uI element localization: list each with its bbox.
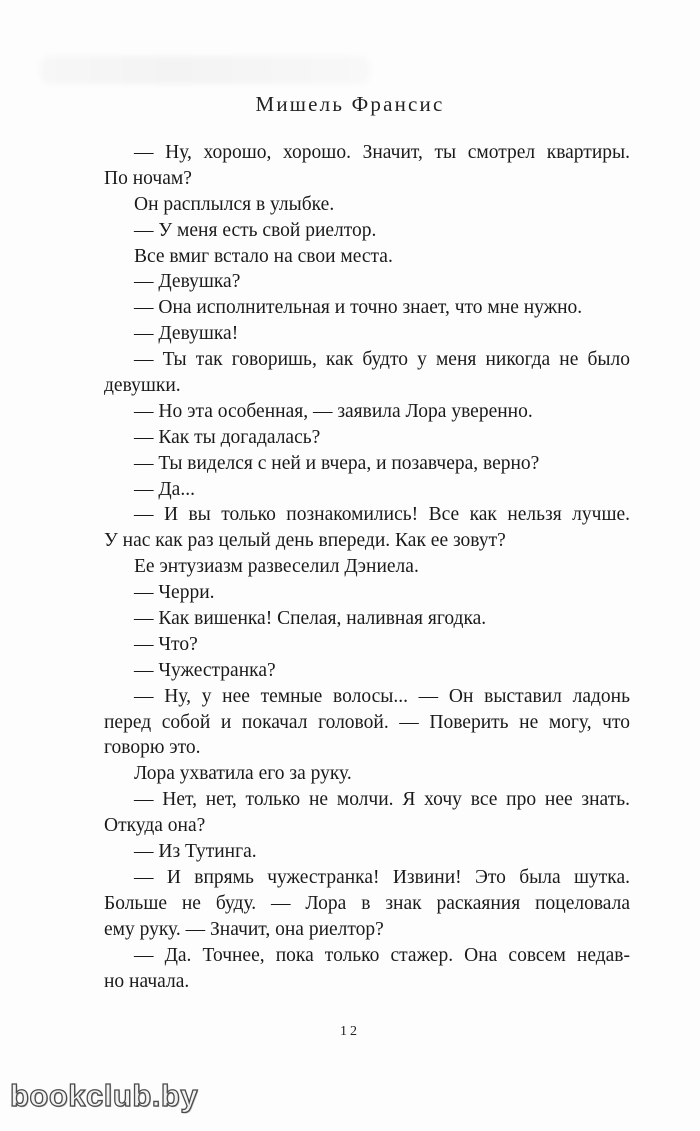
text-line: — У меня есть свой риелтор. bbox=[134, 219, 377, 241]
body-text bbox=[104, 140, 630, 994]
text-line: ему руку. — Значит, она риелтор? bbox=[104, 918, 384, 940]
text-line: Ее энтузиазм развеселил Дэниела. bbox=[134, 556, 419, 578]
text-line: — Ты виделся с ней и вчера, и позавчера, верно? bbox=[134, 452, 540, 474]
text-line: — Девушка? bbox=[134, 271, 241, 293]
text-line: — Она исполнительная и точно знает, что мне нужно. bbox=[134, 297, 583, 319]
text-line: — Как ты догадалась? bbox=[134, 426, 321, 448]
text-line: — И впрямь чужестранка! Извини! Это была шутка. bbox=[134, 866, 630, 888]
text-line: — Что? bbox=[134, 633, 198, 655]
text-line: но начала. bbox=[104, 970, 190, 992]
text-line: — Нет, нет, только не молчи. Я хочу все про нее знать. bbox=[134, 789, 630, 811]
text-line: — Но эта особенная, — заявила Лора уверенно. bbox=[134, 400, 533, 422]
text-line: — И вы только познакомились! Все как нельзя лучше. bbox=[134, 504, 630, 526]
text-line: — Черри. bbox=[134, 582, 215, 604]
text-line: Больше не буду. — Лора в знак раскаяния поцеловала bbox=[104, 892, 630, 914]
text-line: Все вмиг встало на свои места. bbox=[134, 245, 393, 267]
text-line: — Ну, хорошо, хорошо. Значит, ты смотрел квартиры. bbox=[134, 142, 630, 163]
text-line: Лора ухватила его за руку. bbox=[134, 763, 352, 785]
text-line: — Да... bbox=[134, 478, 195, 500]
text-line: По ночам? bbox=[104, 167, 192, 189]
bleed-through-shadow bbox=[40, 56, 370, 84]
page-number: 12 bbox=[340, 1024, 360, 1039]
running-head: Мишель Франсис bbox=[255, 92, 445, 116]
text-line: — Да. Точнее, пока только стажер. Она совсем недав- bbox=[134, 944, 630, 966]
watermark-logo: bookclub.by bbox=[10, 1078, 199, 1113]
text-line: Откуда она? bbox=[104, 815, 206, 837]
text-line: говорю это. bbox=[104, 737, 201, 759]
text-line: Он расплылся в улыбке. bbox=[134, 193, 335, 215]
text-line: У нас как раз целый день впереди. Как ее зовут? bbox=[104, 530, 506, 552]
text-line: — Ну, у нее темные волосы... — Он выставил ладонь bbox=[134, 685, 630, 707]
text-line: девушки. bbox=[104, 375, 181, 397]
text-line: — Из Тутинга. bbox=[134, 841, 257, 863]
text-line: — Как вишенка! Спелая, наливная ягодка. bbox=[134, 608, 487, 630]
text-line: — Девушка! bbox=[134, 323, 239, 345]
text-line: — Чужестранка? bbox=[134, 659, 276, 681]
text-line: — Ты так говоришь, как будто у меня никогда не было bbox=[134, 349, 630, 371]
text-line: перед собой и покачал головой. — Поверить не могу, что bbox=[104, 711, 630, 733]
